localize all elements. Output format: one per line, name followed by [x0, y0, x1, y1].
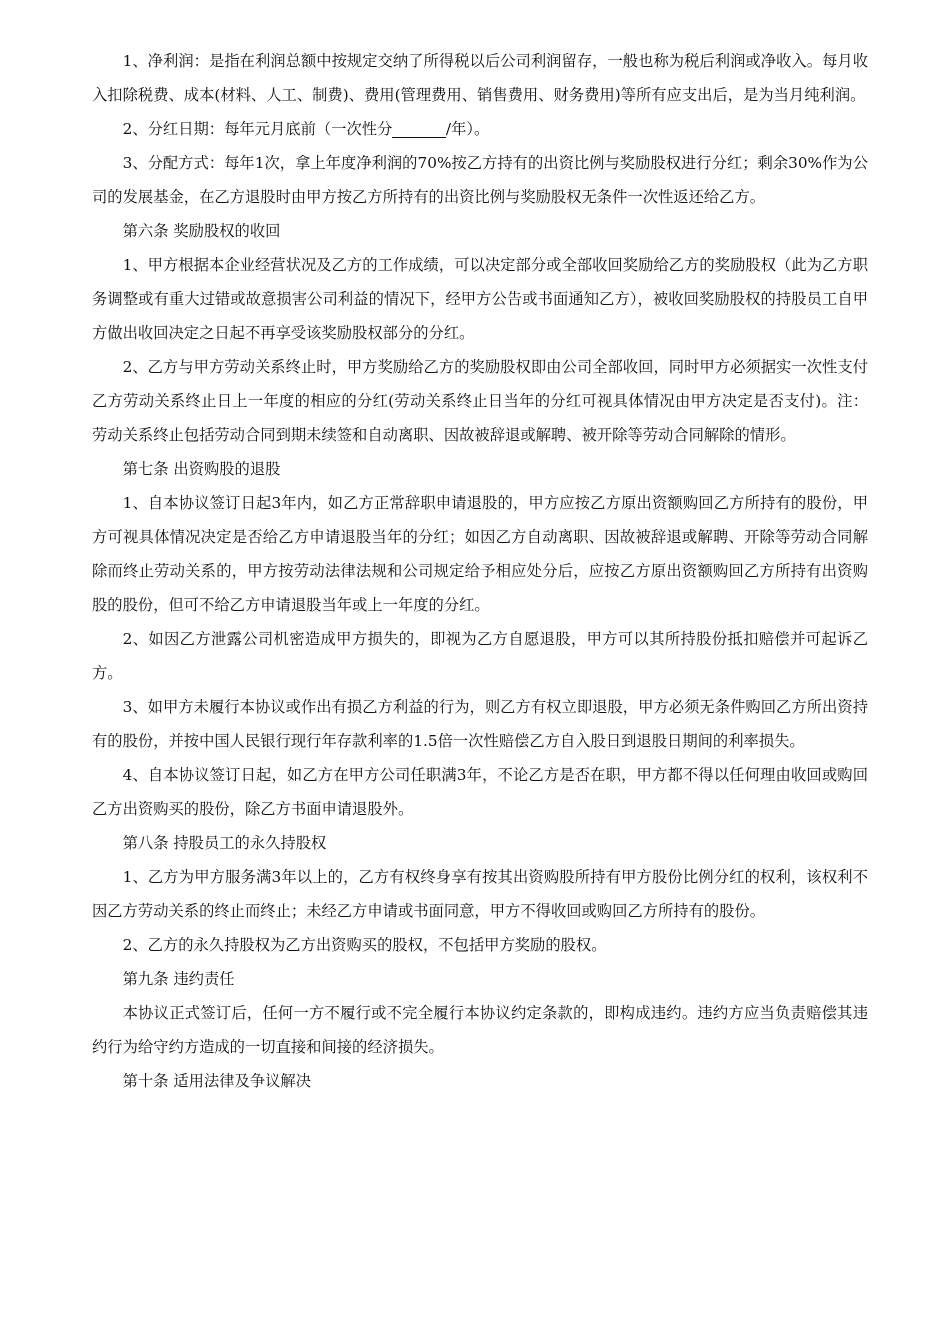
article-8-heading: 第八条 持股员工的永久持股权: [122, 834, 327, 852]
article-7-clause-1: 1、自本协议签订日起3年内，如乙方正常辞职申请退股的，甲方应按乙方原出资额购回乙方所持有的股份，甲方可视具体情况决定是否给乙方申请退股当年的分红；如因乙方自动离职、因故被辞退或解聘、开除等劳动合同解除而终止劳动关系的，甲方按劳动法律法规和公司规定给予相应处分后，应按乙方原出资额购回乙方所持有出资购股的股份，但可不给乙方申请退股当年或上一年度的分红。: [92, 494, 868, 614]
article-7-clause-4: 4、自本协议签订日起，如乙方在甲方公司任职满3年，不论乙方是否在职，甲方都不得以任何理由收回或购回乙方出资购买的股份，除乙方书面申请退股外。: [92, 766, 868, 818]
dividend-date-blank: ___: [392, 122, 446, 138]
article-9-heading: 第九条 违约责任: [122, 970, 235, 988]
dividend-date-suffix: /年）。: [445, 120, 490, 138]
article-6-clause-1: 1、甲方根据本企业经营状况及乙方的工作成绩，可以决定部分或全部收回奖励给乙方的奖励股权（此为乙方职务调整或有重大过错或故意损害公司利益的情况下，经甲方公告或书面通知乙方），被收回奖励股权的持股员工自甲方做出收回决定之日起不再享受该奖励股权部分的分红。: [92, 256, 868, 342]
article-7-clause-3: 3、如甲方未履行本协议或作出有损乙方利益的行为，则乙方有权立即退股，甲方必须无条件购回乙方所出资持有的股份，并按中国人民银行现行年存款利率的1.5倍一次性赔偿乙方自入股日到退股日期间的利率损失。: [92, 698, 868, 750]
paragraph-dividend-date: [92, 112, 868, 146]
article-7-clause-2: 2、如因乙方泄露公司机密造成甲方损失的，即视为乙方自愿退股，甲方可以其所持股份抵扣赔偿并可起诉乙方。: [92, 630, 868, 682]
dividend-date-prefix: 2、分红日期：每年元月底前（一次性分: [122, 120, 393, 138]
article-7-heading: 第七条 出资购股的退股: [122, 460, 281, 478]
article-10-heading: 第十条 适用法律及争议解决: [122, 1072, 312, 1090]
paragraph-net-profit: 1、净利润：是指在利润总额中按规定交纳了所得税以后公司利润留存，一般也称为税后利润或净收入。每月收入扣除税费、成本(材料、人工、制费)、费用(管理费用、销售费用、财务费用)等所有应支出后，是为当月纯利润。: [92, 52, 868, 104]
article-8-clause-1: 1、乙方为甲方服务满3年以上的，乙方有权终身享有按其出资购股所持有甲方股份比例分红的权利，该权利不因乙方劳动关系的终止而终止；未经乙方申请或书面同意，甲方不得收回或购回乙方所持有的股份。: [92, 868, 868, 920]
article-8-clause-2: 2、乙方的永久持股权为乙方出资购买的股权，不包括甲方奖励的股权。: [122, 936, 607, 954]
article-6-heading: 第六条 奖励股权的收回: [122, 222, 281, 240]
paragraph-distribution-method: 3、分配方式：每年1次，拿上年度净利润的70%按乙方持有的出资比例与奖励股权进行分红；剩余30%作为公司的发展基金，在乙方退股时由甲方按乙方所持有的出资比例与奖励股权无条件一次性返还给乙方。: [92, 154, 868, 206]
article-6-clause-2: 2、乙方与甲方劳动关系终止时，甲方奖励给乙方的奖励股权即由公司全部收回，同时甲方必须据实一次性支付乙方劳动关系终止日上一年度的相应的分红(劳动关系终止日当年的分红可视具体情况由甲方决定是否支付)。注：劳动关系终止包括劳动合同到期未续签和自动离职、因故被辞退或解聘、被开除等劳动合同解除的情形。: [92, 358, 868, 444]
article-9-body: 本协议正式签订后，任何一方不履行或不完全履行本协议约定条款的，即构成违约。违约方应当负责赔偿其违约行为给守约方造成的一切直接和间接的经济损失。: [92, 1004, 868, 1056]
